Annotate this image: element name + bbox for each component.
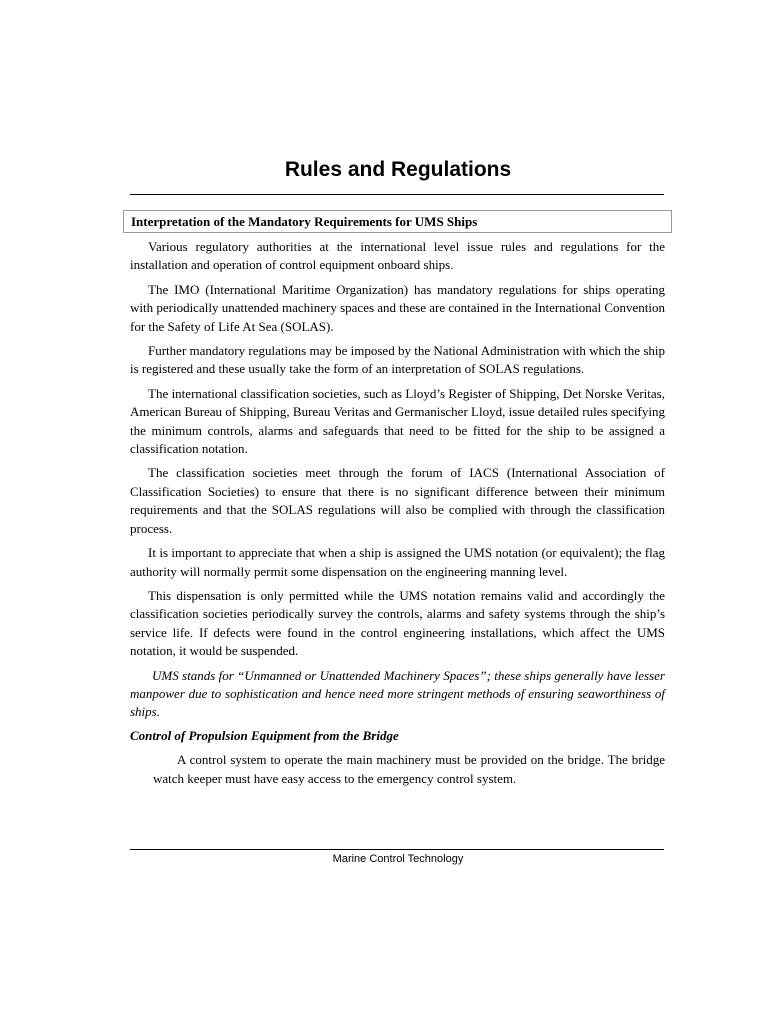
body-text: [130, 238, 665, 794]
paragraph: Further mandatory regulations may be imposed by the National Administration with which the ship is registered and these usually take the form of an interpretation of SOLAS regulations.: [130, 343, 665, 377]
title-divider: [130, 194, 664, 195]
subsection-paragraph: A control system to operate the main machinery must be provided on the bridge. The bridge watch keeper must have easy access to the emergency control system.: [153, 752, 665, 786]
paragraph: The international classification societies, such as Lloyd’s Register of Shipping, Det Norske Veritas, American Bureau of Shipping, Bureau Veritas and Germanischer Lloyd, issue detailed rules specifying the minimum controls, alarms and safeguards that need to be fitted for the ship to be assigned a classification notation.: [130, 385, 665, 457]
ums-note: UMS stands for “Unmanned or Unattended Machinery Spaces”; these ships generally have lesser manpower due to sophistication and hence need more stringent methods of ensuring seaworthiness of ships.: [130, 667, 665, 720]
footer-divider: [130, 849, 664, 850]
section-heading: Interpretation of the Mandatory Requirements for UMS Ships: [123, 210, 672, 233]
paragraph: This dispensation is only permitted while the UMS notation remains valid and accordingly the classification societies periodically survey the controls, alarms and safety systems through the ship’s service life. If defects were found in the control engineering installations, which affect the UMS notation, it would be suspended.: [130, 587, 665, 659]
paragraph: The IMO (International Maritime Organization) has mandatory regulations for ships operating with periodically unattended machinery spaces and these are contained in the International Convention for the Safety of Life At Sea (SOLAS).: [130, 281, 665, 334]
paragraph: The classification societies meet through the forum of IACS (International Association of Classification Societies) to ensure that there is no significant difference between their minimum requirements and that the SOLAS regulations will also be complied with through the classification process.: [130, 465, 665, 536]
page-title: Rules and Regulations: [284, 158, 512, 181]
footer-text: Marine Control Technology: [332, 853, 464, 865]
paragraph: It is important to appreciate that when a ship is assigned the UMS notation (or equivalent); the flag authority will normally permit some dispensation on the engineering manning level.: [130, 545, 665, 579]
subheading: Control of Propulsion Equipment from the Bridge: [130, 727, 399, 743]
paragraph: Various regulatory authorities at the international level issue rules and regulations for the installation and operation of control equipment onboard ships.: [130, 239, 665, 273]
